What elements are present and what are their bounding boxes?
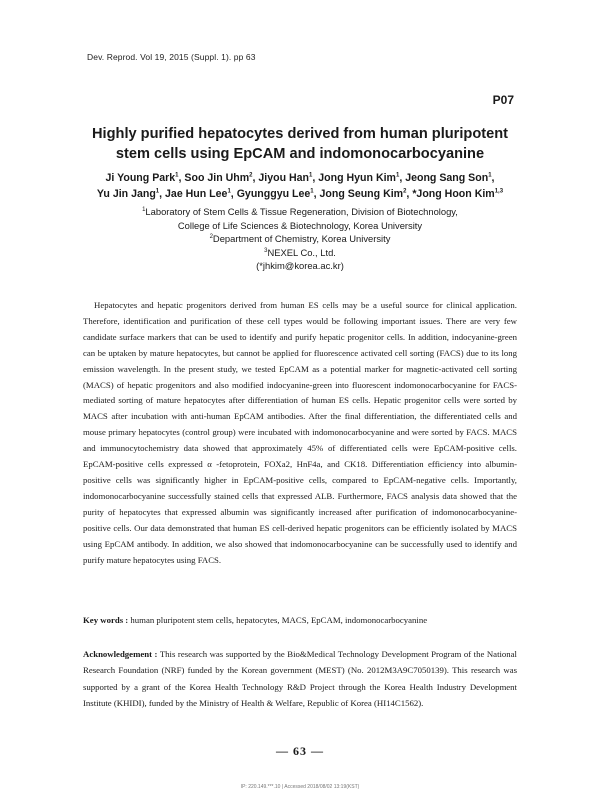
author-name: Soo Jin Uhm (184, 172, 250, 184)
author-separator: , (312, 172, 319, 184)
author-separator: , (230, 188, 237, 200)
title-line: Highly purified hepatocytes derived from human pluripotent (92, 126, 508, 142)
journal-citation: Dev. Reprod. Vol 19, 2015 (Suppl. 1). pp 63 (87, 52, 256, 62)
author-name: Jiyou Han (258, 172, 310, 184)
page-number: — 63 — (276, 744, 324, 758)
author-name: Jeong Sang Son (405, 172, 489, 184)
affiliation-text: NEXEL Co., Ltd. (267, 246, 336, 258)
author-name: *Jong Hoon Kim (412, 188, 495, 200)
author-line-2 (70, 186, 530, 202)
title-line: stem cells using EpCAM and indomonocarbocyanine (115, 146, 485, 162)
author-affiliation-mark: 2 (249, 172, 253, 179)
acknowledgement (83, 646, 517, 712)
author-affiliation-mark: 1 (309, 172, 313, 179)
author-name: Yu Jin Jang (96, 188, 156, 200)
author-name: Jong Seung Kim (319, 188, 404, 200)
author-name: Ji Young Park (105, 172, 176, 184)
author-affiliation-mark: 2 (403, 188, 407, 195)
author-affiliation-mark: 1,3 (494, 188, 504, 195)
affiliation-mark: 1 (142, 206, 146, 213)
affiliation-1 (80, 205, 520, 219)
paper-title (80, 124, 520, 164)
author-affiliation-mark: 1 (175, 172, 179, 179)
affiliation-text: Laboratory of Stem Cells & Tissue Regeneration, Division of Biotechnology, (145, 206, 458, 217)
affiliation-2 (80, 232, 520, 246)
affiliation-mark: 3 (264, 247, 268, 254)
author-affiliation-mark: 1 (395, 172, 400, 179)
acknowledgement-text: This research was supported by the Bio&Medical Technology Development Program of the National Research Foundation (NRF) funded by the Korean government (MEST) (No. 2012M3A9C7050139). This research was supported by a grant of the Korea Health Technology R&D Project through the Korea Health Industry Development Institute (KHIDI), funded by the Ministry of Health & Welfare, Republic of Korea (HI14C1562). (83, 649, 517, 709)
author-separator: , (313, 188, 320, 200)
author-line-1 (70, 170, 530, 186)
author-affiliation-mark: 1 (155, 188, 160, 195)
abstract-body: Hepatocytes and hepatic progenitors derived from human ES cells may be a useful source for clinical application. Therefore, identification and purification of these cell types would be following important issues. There are very few candidate surface markers that can be used to identify and purify hepatic progenitor cells. In addition, indocyanine-green can be uptaken by mature hepatocytes, but cannot be applied for fluorescence activated cell sorting (FACS) due to its long emission wavelength. In the present study, we tested EpCAM as a potential marker for magnetic-activated cell sorting (MACS) of hepatic progenitors and also modified indocyanine-green into fluorescent indomonocarbocyanine for FACS-mediated sorting of mature hepatocytes after differentiation of human ES cells. Hepatic progenitor cells were sorted by MACS after incubation with anti-human EpCAM antibodies. After the final differentiation, the differentiated cells and mouse primary hepatocytes (control group) were incubated with indomonocarbocyanine and were sorted by FACS. MACS and immunocytochemistry data showed that approximately 45% of differentiated cells were EpCAM-positive cells. EpCAM-positive cells expressed α -fetoprotein, FOXa2, HnF4a, and CK18. Differentiation efficiency into albumin-positive cells was significantly higher in EpCAM-positive cells, compared to EpCAM-negative cells. Importantly, indomonocarbocyanine successfully stained cells that expressed ALB. Furthermore, FACS analysis data showed that the purity of hepatocytes that expressed albumin was significantly increased after purification of indomonocarbocyanine-positive cells. Our data demonstrated that human ES cell-derived hepatic progenitors can be efficiently isolated by MACS using EpCAM antibody. In addition, we also showed that indomonocarbocyanine can be successfully used to identify and purify mature hepatocytes using FACS. (83, 300, 517, 565)
corresponding-email: (*jhkim@korea.ac.kr) (256, 260, 344, 272)
affiliations (80, 205, 520, 273)
author-separator: , (399, 172, 406, 184)
keywords-label: Key words : (83, 615, 129, 625)
author-affiliation-mark: 1 (227, 188, 231, 195)
access-footer: IP: 220.149.***.10 | Accessed 2018/08/02 13:19(KST) (240, 784, 360, 790)
author-separator: , (159, 188, 166, 200)
author-separator: , (406, 188, 413, 200)
affiliation-mark: 2 (209, 234, 213, 241)
keywords (83, 614, 517, 627)
author-affiliation-mark: 1 (310, 188, 314, 195)
author-name: Jong Hyun Kim (318, 172, 396, 184)
affiliation-1-cont: College of Life Sciences & Biotechnology, Korea University (177, 219, 423, 231)
author-name: Gyunggyu Lee (236, 188, 311, 200)
author-separator: , (252, 172, 259, 184)
keywords-text: human pluripotent stem cells, hepatocytes, MACS, EpCAM, indomonocarbocyanine (128, 615, 428, 625)
affiliation-text: Department of Chemistry, Korea University (212, 233, 391, 245)
author-list (70, 170, 530, 202)
acknowledgement-label: Acknowledgement : (83, 649, 158, 659)
author-separator: , (178, 172, 185, 184)
author-separator: , (491, 172, 495, 184)
author-name: Jae Hun Lee (165, 188, 228, 200)
author-affiliation-mark: 1 (488, 172, 492, 179)
affiliation-3 (80, 246, 520, 260)
poster-code: P07 (492, 93, 514, 107)
